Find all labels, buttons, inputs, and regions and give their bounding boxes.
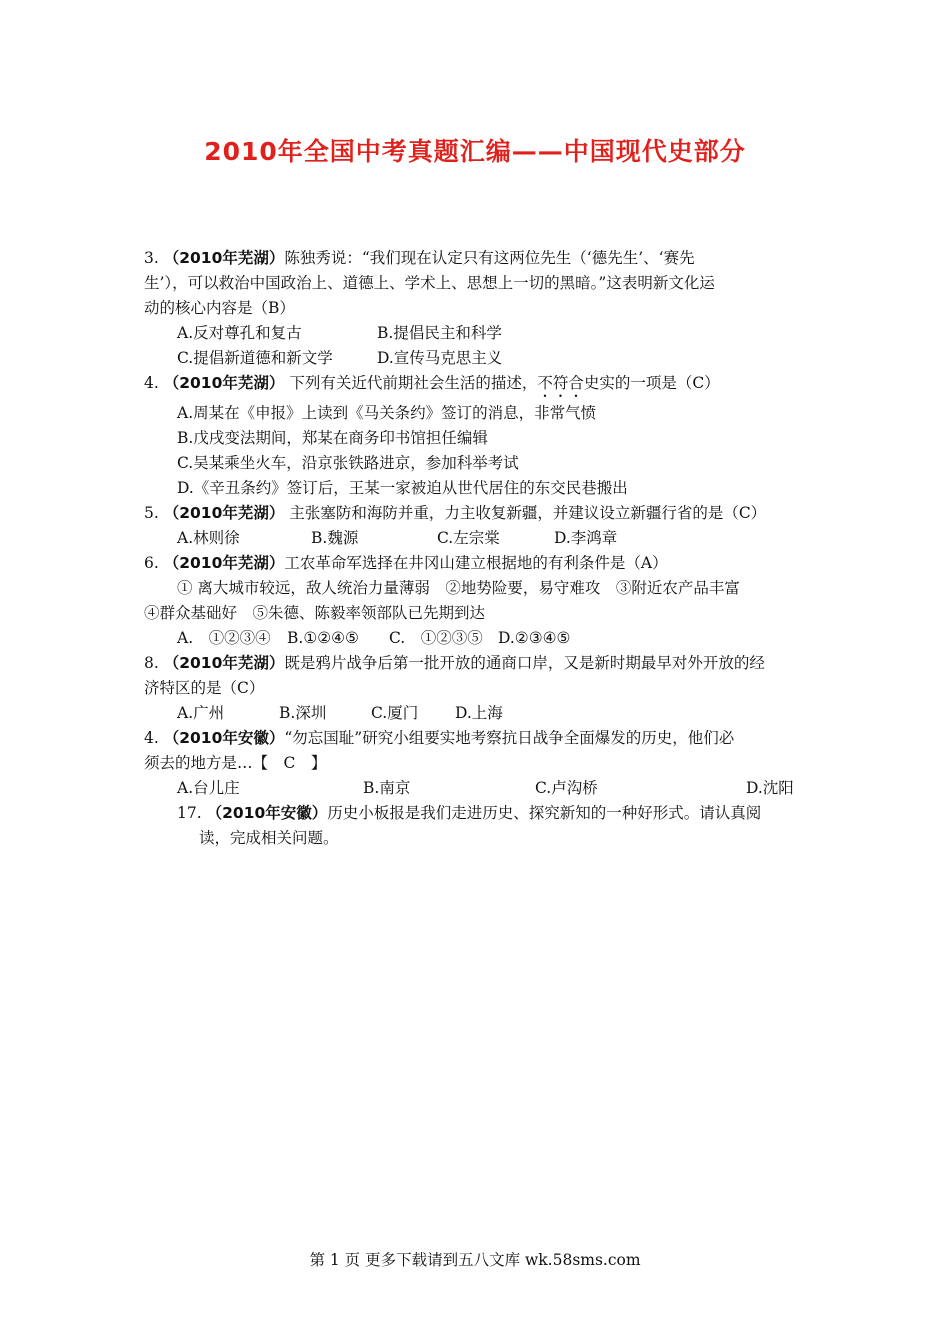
question-text: “勿忘国耻”研究小组要实地考察抗日战争全面爆发的历史，他们必 — [284, 729, 735, 747]
option-b: B.南京 — [363, 779, 411, 797]
option-c: C.左宗棠 — [437, 529, 500, 547]
option-b: B.戊戌变法期间，郑某在商务印书馆担任编辑 — [177, 429, 488, 447]
question-number: 8. — [144, 654, 159, 672]
question-text-end: 史实的一项是（C） — [583, 374, 720, 392]
q4a-stem — [144, 371, 810, 401]
option-b: B.提倡民主和科学 — [377, 324, 502, 342]
q3-stem-line1 — [144, 246, 810, 271]
option-a: A.台儿庄 — [177, 779, 240, 797]
q8-options — [144, 701, 810, 726]
question-source: （2010年芜湖） — [163, 504, 285, 522]
option-d: D.李鸿章 — [554, 529, 618, 547]
question-source: （2010年芜湖） — [163, 374, 285, 392]
q17-stem — [144, 801, 810, 826]
question-source: （2010年安徽） — [163, 729, 285, 747]
question-number: 6. — [144, 554, 159, 572]
option-d: D.沈阳 — [746, 779, 794, 797]
q6-stem — [144, 551, 810, 576]
question-text: 主张塞防和海防并重，力主收复新疆，并建议设立新疆行省的是（C） — [289, 504, 767, 522]
question-source: （2010年安徽） — [206, 804, 328, 822]
option-c: C.提倡新道德和新文学 — [177, 349, 333, 367]
emphasized-text: 不符合 — [537, 374, 584, 392]
option-c: C.吴某乘坐火车，沿京张铁路进京，参加科举考试 — [177, 454, 519, 472]
question-number: 4. — [144, 374, 159, 392]
option-c: C.厦门 — [371, 704, 419, 722]
question-text: 工农革命军选择在井冈山建立根据地的有利条件是（A） — [284, 554, 668, 572]
question-text: 陈独秀说：“我们现在认定只有这两位先生（‘德先生’、‘赛先 — [284, 249, 695, 267]
q5-options — [144, 526, 810, 551]
option-c: C. ①②③⑤ — [389, 629, 483, 647]
option-d: D.②③④⑤ — [498, 629, 571, 647]
option-d: D.宣传马克思主义 — [377, 349, 503, 367]
q3-stem-line2: 生’），可以救治中国政治上、道德上、学术上、思想上一切的黑暗。”这表明新文化运 — [144, 274, 715, 292]
option-a: A.林则徐 — [177, 529, 240, 547]
question-number: 17. — [177, 804, 202, 822]
question-number: 5. — [144, 504, 159, 522]
option-b: B.深圳 — [279, 704, 327, 722]
q8-stem-line2: 济特区的是（C） — [144, 679, 265, 697]
option-a: A. ①②③④ — [177, 629, 271, 647]
q6-options — [144, 626, 810, 651]
option-b: B.魏源 — [311, 529, 359, 547]
q6-conditions-line2: ④群众基础好 ⑤朱德、陈毅率领部队已先期到达 — [144, 604, 486, 622]
document-title: 2010年全国中考真题汇编——中国现代史部分 — [204, 137, 746, 166]
q4b-stem — [144, 726, 810, 751]
question-number: 3. — [144, 249, 159, 267]
question-text: 下列有关近代前期社会生活的描述， — [289, 374, 538, 392]
option-c: C.卢沟桥 — [535, 779, 598, 797]
question-text: 历史小板报是我们走进历史、探究新知的一种好形式。请认真阅 — [327, 804, 762, 822]
q5-stem — [144, 501, 810, 526]
page-footer: 第 1 页 更多下载请到五八文库 wk.58sms.com — [309, 1251, 641, 1269]
question-number: 4. — [144, 729, 159, 747]
option-d: D.《辛丑条约》签订后，王某一家被迫从世代居住的东交民巷搬出 — [177, 479, 628, 497]
q8-stem — [144, 651, 810, 676]
question-source: （2010年芜湖） — [163, 554, 285, 572]
question-source: （2010年芜湖） — [163, 654, 285, 672]
q4b-stem-line2: 须去的地方是…【 C 】 — [144, 754, 327, 772]
option-a: A.广州 — [177, 704, 225, 722]
option-d: D.上海 — [455, 704, 503, 722]
q17-stem-line2: 读，完成相关问题。 — [199, 829, 339, 847]
question-list — [144, 246, 810, 851]
q6-conditions-line1: ① 离大城市较远，敌人统治力量薄弱 ②地势险要，易守难攻 ③附近农产品丰富 — [177, 579, 740, 597]
q4b-options — [144, 776, 810, 801]
option-a: A.反对尊孔和复古 — [177, 324, 302, 342]
option-b: B.①②④⑤ — [287, 629, 359, 647]
question-source: （2010年芜湖） — [163, 249, 285, 267]
q3-options-row1 — [144, 321, 810, 346]
q3-options-row2 — [144, 346, 810, 371]
option-a: A.周某在《申报》上读到《马关条约》签订的消息，非常气愤 — [177, 404, 597, 422]
question-text: 既是鸦片战争后第一批开放的通商口岸，又是新时期最早对外开放的经 — [284, 654, 765, 672]
q3-stem-line3: 动的核心内容是（B） — [144, 299, 295, 317]
